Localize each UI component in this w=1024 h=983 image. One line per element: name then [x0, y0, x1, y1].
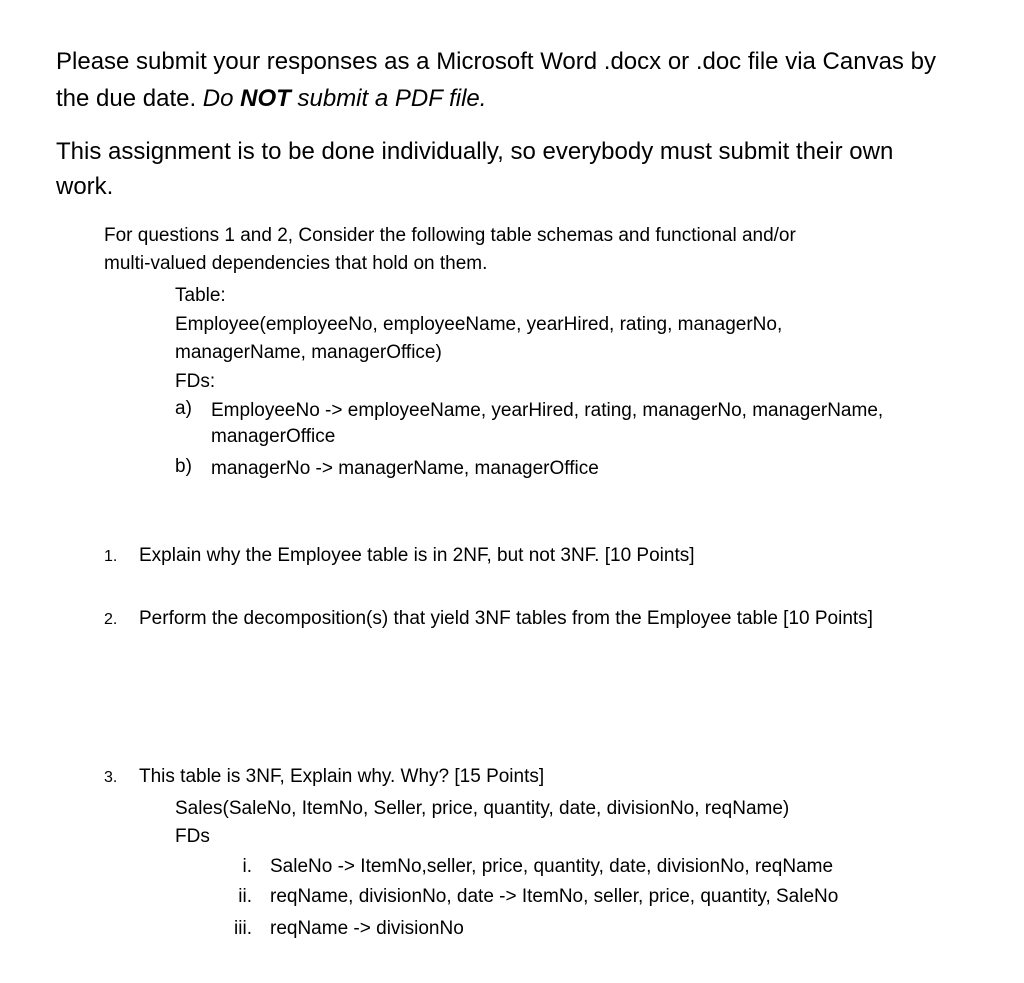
instruction-emphasis-a: Do: [202, 85, 241, 112]
fd-roman-text: SaleNo -> ItemNo,seller, price, quantity, date, divisionNo, reqName: [270, 856, 834, 877]
instruction-emphasis-b: submit a PDF file.: [290, 85, 487, 112]
fd-text: managerNo -> managerName, managerOffice: [211, 458, 599, 479]
schema-line-2: managerName, managerOffice): [175, 342, 442, 363]
fd-roman-number: ii.: [238, 886, 252, 907]
context-line-1: For questions 1 and 2, Consider the following table schemas and functional and/or: [104, 225, 796, 246]
sales-schema: Sales(SaleNo, ItemNo, Seller, price, quantity, date, divisionNo, reqName): [175, 798, 790, 819]
instruction-line-3: This assignment is to be done individually, so everybody must submit their own: [56, 138, 894, 165]
question-number: 3.: [104, 769, 118, 786]
fd-letter: b): [175, 456, 192, 477]
table-label: Table:: [175, 285, 226, 306]
schema-line-1: Employee(employeeNo, employeeName, yearHired, rating, managerNo,: [175, 314, 783, 335]
instruction-line-1: Please submit your responses as a Microsoft Word .docx or .doc file via Canvas by: [56, 48, 936, 75]
fd-roman-number: i.: [242, 856, 252, 877]
question-text: Perform the decomposition(s) that yield 3NF tables from the Employee table [10 Points]: [139, 608, 873, 629]
instruction-prefix: the due date.: [56, 85, 203, 112]
fd-text-continued: managerOffice: [211, 426, 336, 447]
fd-roman-number: iii.: [234, 918, 252, 939]
question-number: 1.: [104, 548, 118, 565]
fd-text: EmployeeNo -> employeeName, yearHired, rating, managerNo, managerName,: [211, 400, 884, 421]
instruction-line-4: work.: [56, 173, 114, 200]
question-text: Explain why the Employee table is in 2NF, but not 3NF. [10 Points]: [139, 545, 695, 566]
sales-fds-label: FDs: [175, 826, 210, 847]
instruction-emphasis-not: NOT: [240, 85, 291, 112]
fds-label: FDs:: [175, 371, 216, 392]
fd-letter: a): [175, 398, 192, 419]
fd-roman-text: reqName, divisionNo, date -> ItemNo, seller, price, quantity, SaleNo: [270, 886, 839, 907]
question-text: This table is 3NF, Explain why. Why? [15 Points]: [139, 766, 545, 787]
question-number: 2.: [104, 611, 118, 628]
instruction-line-2: [56, 84, 486, 114]
fd-roman-text: reqName -> divisionNo: [270, 918, 464, 939]
context-line-2: multi-valued dependencies that hold on them.: [104, 253, 488, 274]
